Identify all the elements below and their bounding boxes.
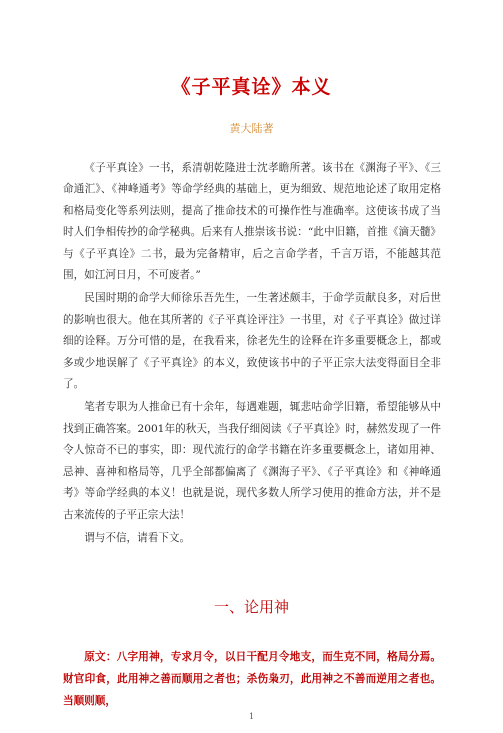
paragraph: 《子平真诠》一书，系清朝乾隆进士沈孝瞻所著。该书在《渊海子平》、《三命通汇》、《神峰通考》等命学经典的基础上，更为细致、规范地论述了取用定格和格局变化等系列法则，提高了推命技术的可操作性与准确率。这使该书成了当时人们争相传抄的命学秘典。后来有人推崇该书说：“此中旧籍，首推《滴天髓》与《子平真诠》二书，最为完备精审，后之言命学者，千言万语，不能越其范围，如江河日月，不可废者。” xyxy=(63,162,441,282)
section-heading: 一、论用神 xyxy=(213,598,289,616)
author-line: 黄大陆著 xyxy=(229,122,274,135)
original-text: 原文：八字用神，专求月令，以日干配月令地支，而生克不同，格局分焉。财官印食，此用神之善而顺用之者也；杀伤枭刃，此用神之不善而逆用之者也。当顺则顺， xyxy=(63,651,441,707)
paragraph: 笔者专职为人推命已有十余年，每遇难题，辄悲咕命学旧籍，希望能够从中找到正确答案。2001年的秋天，当我仔细阅读《子平真诠》时，赫然发现了一件令人惊奇不已的事实，即：现代流行的命学书籍在许多重要概念上，诸如用神、忌神、喜神和格局等，几乎全部都偏离了《渊海子平》、《子平真诠》和《神峰通考》等命学经典的本义！也就是说，现代多数人所学习使用的推命方法，并不是古来流传的子平正宗大法！ xyxy=(63,401,441,521)
body-text xyxy=(63,158,441,551)
page-number: 1 xyxy=(248,712,255,721)
paragraph: 民国时期的命学大师徐乐吾先生，一生著述颇丰，于命学贡献良多，对后世的影响也很大。他在其所著的《子平真诠评注》一书里，对《子平真诠》做过详细的诠释。万分可惜的是，在我看来，徐老先生的诠释在许多重要概念上，都或多或少地误解了《子平真诠》的本义，致使该书中的子平正宗大法变得面目全非了。 xyxy=(63,292,441,391)
paragraph: 谓与不信，请看下文。 xyxy=(84,531,191,544)
page-title: 《子平真诠》本义 xyxy=(171,76,332,98)
